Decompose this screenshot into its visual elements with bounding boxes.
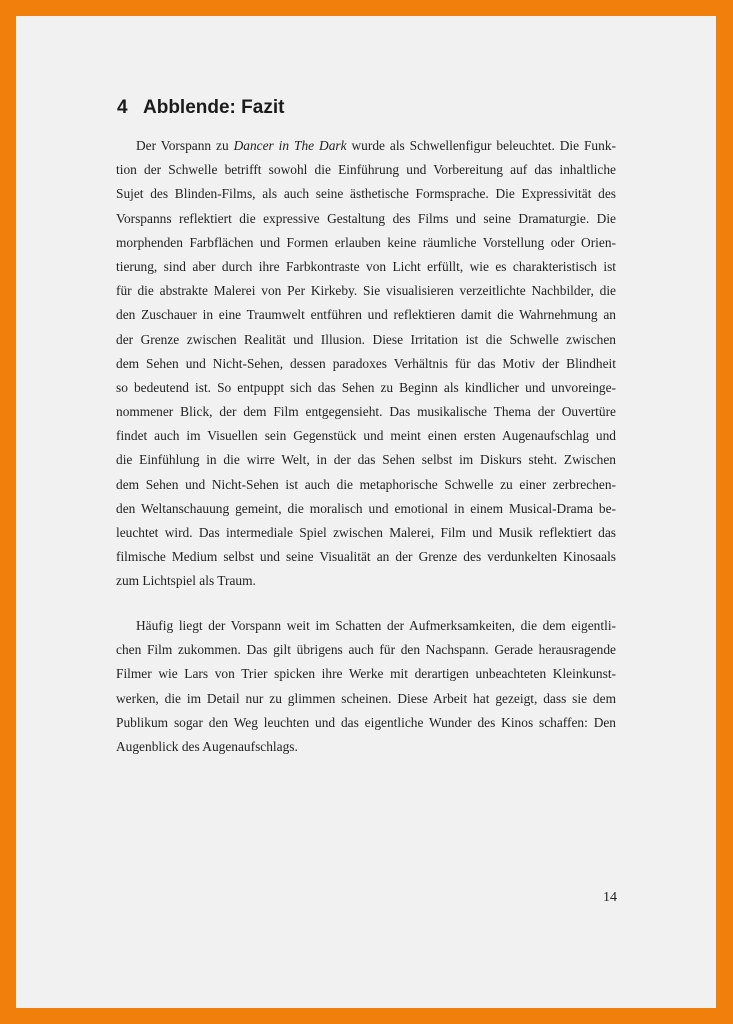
text-segment: dem Sehen und Nicht-Sehen, dessen paradoxes Verhältnis für das Motiv der Blindheit: [116, 355, 616, 371]
text-segment: Publikum sogar den Weg leuchten und das eigentliche Wunder des Kinos schaffen: Den: [116, 714, 616, 730]
text-line: [116, 328, 616, 352]
text-segment: morphenden Farbflächen und Formen erlauben keine räumliche Vorstellung oder Orien-: [116, 234, 616, 250]
text-segment: findet auch im Visuellen sein Gegenstück und meint einen ersten Augenaufschlag und: [116, 428, 616, 444]
page-number: 14: [603, 890, 617, 905]
text-line: [116, 711, 616, 735]
text-segment: so bedeutend ist. So entpuppt sich das Sehen zu Beginn als kindlicher und unvoreinge-: [116, 379, 616, 395]
text-line: [116, 400, 616, 424]
section-number: 4: [117, 97, 128, 118]
text-line: [116, 662, 616, 686]
section-heading: [117, 97, 284, 119]
text-line: [116, 182, 616, 206]
text-line: [116, 303, 616, 327]
text-line: [116, 638, 616, 662]
text-segment: Vorspanns reflektiert die expressive Gestaltung des Films und seine Dramaturgie. Die: [116, 210, 616, 226]
text-line: [116, 134, 616, 158]
text-line: [116, 279, 616, 303]
text-segment: wurde als Schwellenfigur beleuchtet. Die Funk-: [346, 138, 616, 153]
text-segment: chen Film zukommen. Das gilt übrigens auch für den Nachspann. Gerade herausragende: [116, 642, 616, 658]
text-segment: werken, die im Detail nur zu glimmen scheinen. Diese Arbeit hat gezeigt, dass sie dem: [116, 690, 616, 706]
text-line: [116, 352, 616, 376]
text-line: [116, 687, 616, 711]
text-segment: Häufig liegt der Vorspann weit im Schatten der Aufmerksamkeiten, die dem eigentli-: [136, 618, 616, 633]
text-line: [116, 497, 616, 521]
text-segment: die Einfühlung in die wirre Welt, in der das Sehen selbst im Diskurs steht. Zwischen: [116, 452, 616, 468]
text-segment: nommener Blick, der dem Film entgegensieht. Das musikalische Thema der Ouvertüre: [116, 404, 616, 420]
text-line: [116, 158, 616, 182]
text-line: [116, 735, 616, 759]
text-segment: zum Lichtspiel als Traum.: [116, 573, 256, 589]
text-segment: Augenblick des Augenaufschlags.: [116, 738, 298, 754]
text-segment: dem Sehen und Nicht-Sehen ist auch die metaphorische Schwelle zu einer zerbrechen-: [116, 476, 616, 492]
text-line: [116, 448, 616, 472]
text-segment: Sujet des Blinden-Films, als auch seine ästhetische Formsprache. Die Expressivität des: [116, 186, 616, 202]
document-page: [16, 16, 716, 1008]
text-line: [116, 207, 616, 231]
text-line: [116, 376, 616, 400]
text-segment: für die abstrakte Malerei von Per Kirkeby. Sie visualisieren verzeitlichte Nachbilder, die: [116, 283, 616, 299]
text-line: [116, 473, 616, 497]
text-line: [116, 521, 616, 545]
text-line: [116, 614, 616, 638]
text-segment: den Zuschauer in eine Traumwelt entführen und reflektieren damit die Wahrnehmung an: [116, 307, 616, 323]
section-title: Abblende: Fazit: [143, 97, 285, 118]
text-line: [116, 255, 616, 279]
paragraph-1: [116, 134, 616, 594]
text-segment: den Weltanschauung gemeint, die moralisch und emotional in einem Musical-Drama be-: [116, 500, 616, 516]
text-segment: der Grenze zwischen Realität und Illusion. Diese Irritation ist die Schwelle zwischen: [116, 331, 616, 347]
text-segment: tion der Schwelle betrifft sowohl die Einführung und Vorbereitung auf das inhaltliche: [116, 162, 616, 178]
text-line: [116, 569, 616, 593]
text-segment: tierung, sind aber durch ihre Farbkontraste von Licht erfüllt, wie es charakteristisch ist: [116, 258, 616, 274]
text-line: [116, 424, 616, 448]
text-segment: leuchtet wird. Das intermediale Spiel zwischen Malerei, Film und Musik reflektiert das: [116, 525, 616, 540]
text-segment: filmische Medium selbst und seine Visualität an der Grenze des verdunkelten Kinosaals: [116, 549, 616, 565]
text-line: [116, 545, 616, 569]
text-segment: Filmer wie Lars von Trier spicken ihre Werke mit derartigen unbeachteten Kleinkunst-: [116, 666, 616, 682]
paragraph-2: [116, 614, 616, 759]
film-title: Dancer in The Dark: [233, 138, 347, 153]
text-segment: Der Vorspann zu: [136, 138, 234, 153]
text-line: [116, 231, 616, 255]
